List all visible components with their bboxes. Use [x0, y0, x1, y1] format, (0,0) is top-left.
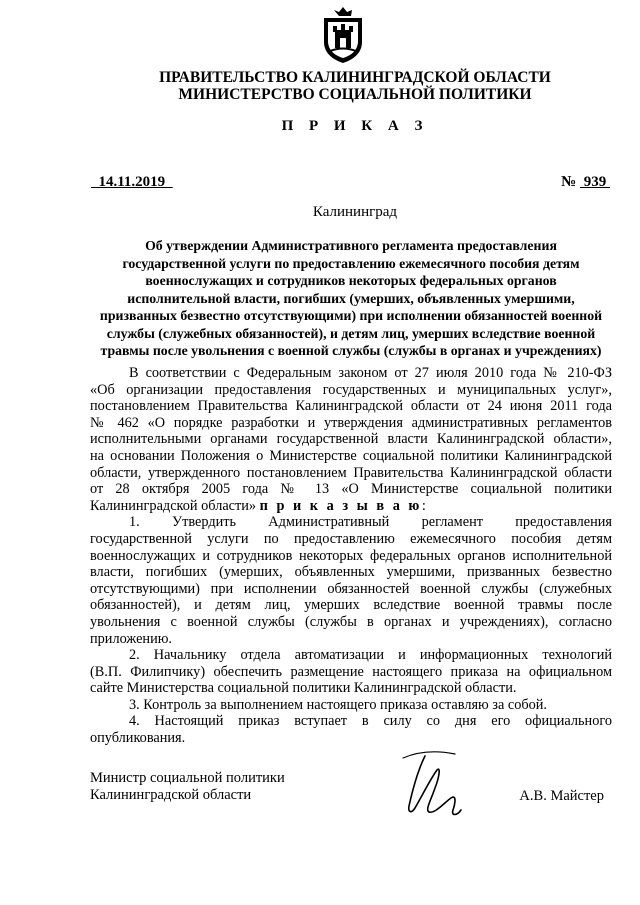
order-subject: [88, 237, 614, 360]
item1-line: приложению.: [90, 630, 172, 647]
signatory-name: А.В. Майстер: [519, 788, 604, 804]
preamble-line: В соответствии с Федеральным законом от 27 июля 2010 года № 210-ФЗ: [129, 365, 612, 381]
item1-line: обязанностей), и детям лиц, умерших вследствие военной травмы после: [90, 597, 612, 614]
number-prefix: №: [561, 174, 580, 190]
subject-line: травмы после увольнения с военной службы (службы в органах и учреждениях): [100, 343, 602, 358]
preamble-line: от 28 октября 2005 года № 13 «О Министерстве социальной политики: [90, 481, 612, 498]
signatory-position: [90, 770, 285, 804]
item1-line: 1. Утвердить Административный регламент предоставления: [129, 514, 612, 531]
preamble-end: Калининградской области»: [90, 497, 260, 514]
city-name: Калининград: [312, 204, 398, 220]
preamble-line: постановлением Правительства Калининградской области от 24 июня 2011 года: [90, 398, 612, 415]
document-type: П Р И К А З: [281, 118, 429, 134]
item2-line: 2. Начальнику отдела автоматизации и информационных технологий: [129, 647, 612, 664]
subject-line: Об утверждении Административного регламента предоставления: [145, 238, 557, 253]
subject-line: службы (служебных обязанностей), и детям лиц, умерших вследствие военной: [106, 325, 596, 341]
handwritten-signature: [395, 748, 475, 823]
item2-line: сайте Министерства социальной политики Калининградской области.: [90, 680, 517, 697]
order-colon: :: [421, 497, 426, 514]
subject-line: призванных безвестно отсутствующими) при исполнении обязанностей военной: [99, 308, 603, 323]
order-date: 14.11.2019: [91, 174, 173, 190]
preamble-line: на основании Положения о Министерстве социальной политики Калининградской: [90, 447, 612, 464]
order-word: п р и к а з ы в а ю: [259, 497, 422, 514]
number-value: 939: [580, 174, 610, 190]
subject-line: государственной услуги по предоставлению ежемесячного пособия детям: [122, 255, 580, 271]
item1-line: власти, погибших (умерших, объявленных умершими, призванных безвестно: [90, 564, 612, 581]
coat-of-arms-emblem: [318, 6, 368, 64]
preamble-line: области, утвержденного постановлением Правительства Калининградской области: [90, 464, 612, 481]
order-body: [90, 365, 612, 747]
preamble-line: № 462 «О порядке разработки и утверждения административных регламентов: [90, 414, 612, 431]
item4-line: опубликования.: [90, 730, 186, 747]
position-line: Министр социальной политики: [90, 770, 285, 786]
position-line: Калининградской области: [90, 787, 252, 803]
government-name: ПРАВИТЕЛЬСТВО КАЛИНИНГРАДСКОЙ ОБЛАСТИ: [159, 69, 551, 86]
item1-line: военнослужащих и сотрудников некоторых федеральных органов исполнительной: [90, 547, 612, 564]
item3-line: 3. Контроль за выполнением настоящего приказа оставляю за собой.: [129, 696, 548, 713]
item1-line: увольнения с военной службы (службы в органах и учреждениях), согласно: [90, 613, 612, 630]
item1-line: отсутствующими) при исполнении обязанностей военной службы (служебных: [90, 580, 612, 597]
preamble-line: исполнительными органами государственной власти Калининградской области»,: [90, 431, 612, 448]
item1-line: государственной услуги по предоставлению ежемесячного пособия детям: [90, 530, 612, 547]
subject-line: военнослужащих и сотрудников некоторых федеральных органов: [145, 273, 557, 288]
ministry-name: МИНИСТЕРСТВО СОЦИАЛЬНОЙ ПОЛИТИКИ: [178, 86, 532, 103]
preamble-line: «Об организации предоставления государственных и муниципальных услуг»,: [90, 381, 612, 398]
subject-line: исполнительной власти, погибших (умерших, объявленных умершими,: [127, 290, 575, 306]
item2-line: (В.П. Филипчику) обеспечить размещение настоящего приказа на официальном: [90, 663, 612, 680]
order-number: [561, 174, 610, 191]
item4-line: 4. Настоящий приказ вступает в силу со дня его официального: [129, 713, 612, 730]
preamble-final-line: [90, 498, 612, 515]
